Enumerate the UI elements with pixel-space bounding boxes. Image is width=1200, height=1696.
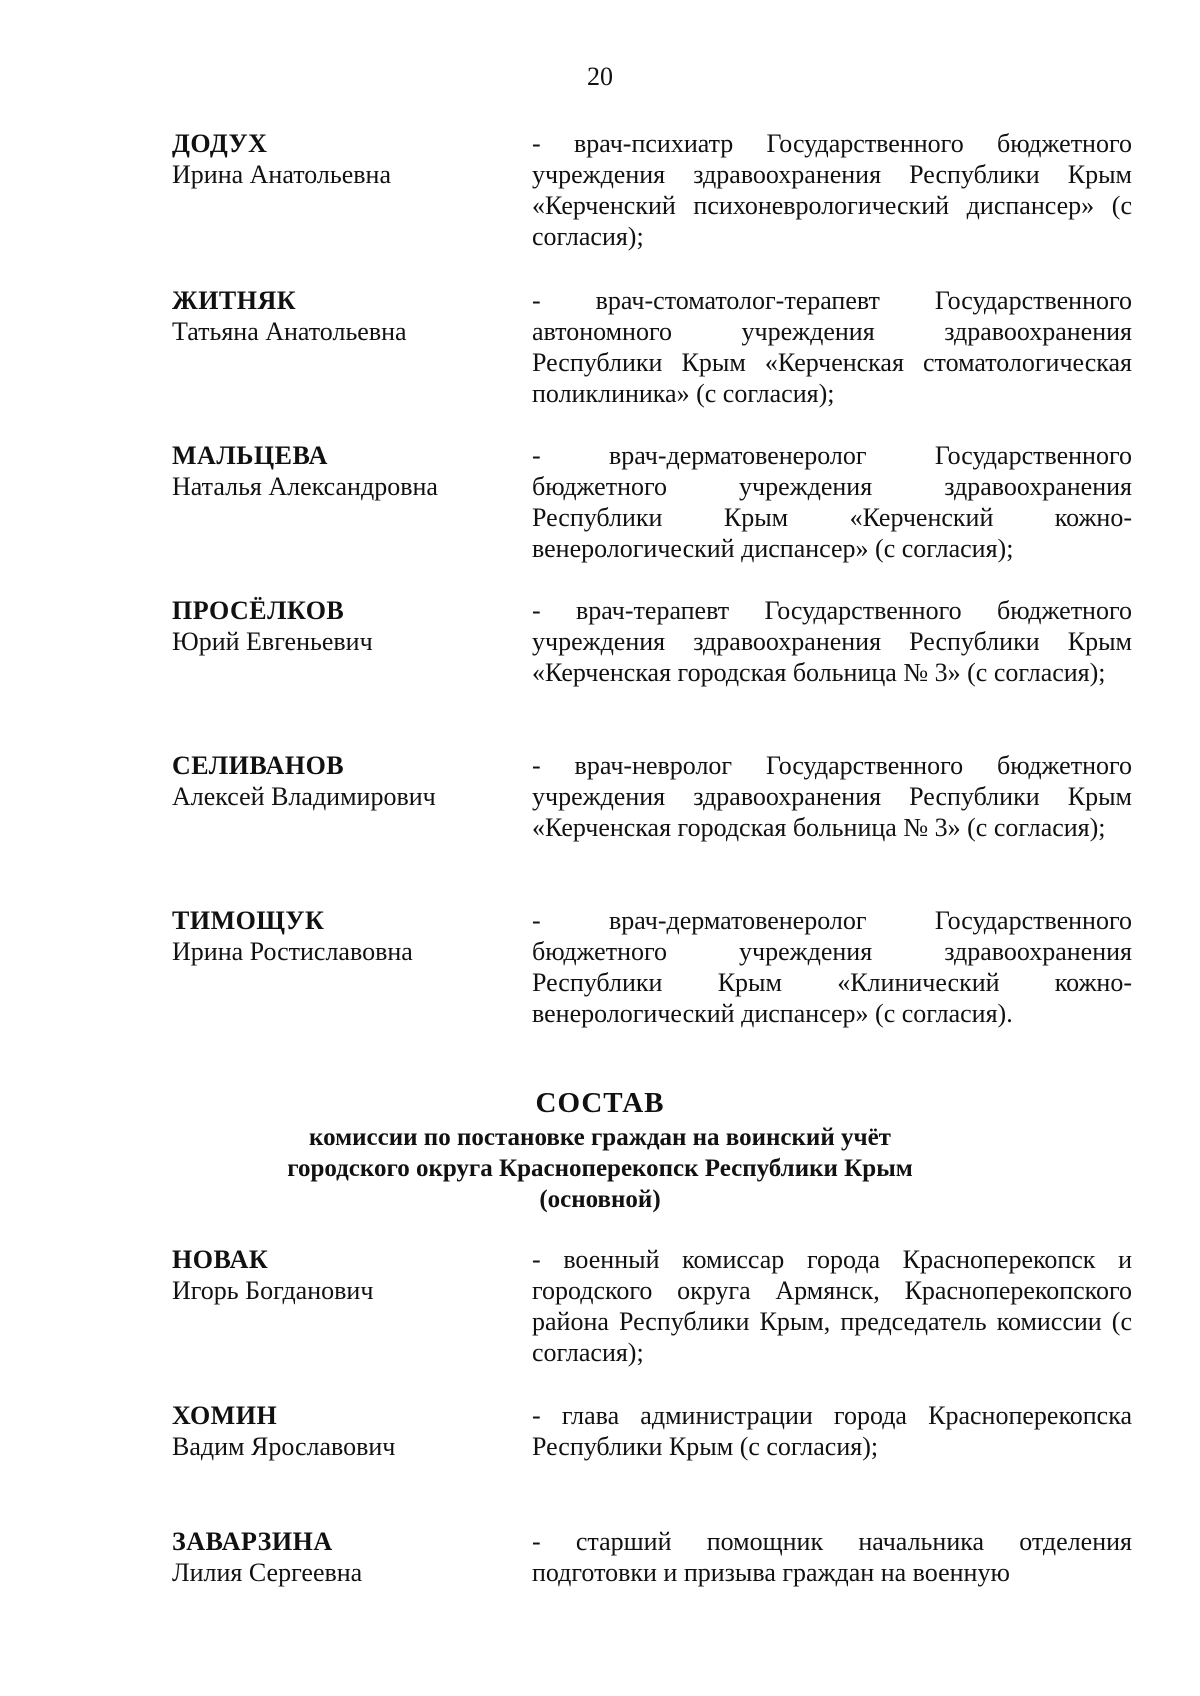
- member-given-name: Игорь Богданович: [172, 1276, 374, 1305]
- section-subtitle-line: городского округа Красноперекопск Республики Крым: [287, 1155, 913, 1182]
- member-role: - военный комиссар города Красноперекопск и городского округа Армянск, Красноперекопского района Республики Крым, председатель комиссии (с согласия);: [532, 1245, 1132, 1367]
- member-given-name: Ирина Ростиславовна: [172, 937, 413, 966]
- member-surname: ТИМОЩУК: [172, 906, 325, 935]
- section-subtitle-line: комиссии по постановке граждан на воинский учёт: [309, 1124, 891, 1151]
- member-given-name: Татьяна Анатольевна: [172, 317, 407, 346]
- member-role: - врач-психиатр Государственного бюджетного учреждения здравоохранения Республики Крым «Керченский психоневрологический диспансер» (с согласия);: [532, 129, 1132, 251]
- member-given-name: Юрий Евгеньевич: [172, 627, 373, 656]
- member-surname: ДОДУХ: [172, 129, 268, 158]
- member-surname: ХОМИН: [172, 1401, 278, 1430]
- member-given-name: Лилия Сергеевна: [172, 1558, 363, 1587]
- member-role: - врач-невролог Государственного бюджетного учреждения здравоохранения Республики Крым «Керченская городская больница № 3» (с согласия);: [532, 751, 1132, 842]
- section-subtitle-line: (основной): [539, 1186, 661, 1213]
- member-role: - врач-дерматовенеролог Государственного бюджетного учреждения здравоохранения Республики Крым «Клинический кожно-венерологический диспансер» (с согласия).: [532, 906, 1132, 1028]
- member-given-name: Наталья Александровна: [172, 472, 438, 501]
- member-role: - врач-дерматовенеролог Государственного бюджетного учреждения здравоохранения Республики Крым «Керченский кожно-венерологический диспансер» (с согласия);: [532, 441, 1132, 563]
- member-given-name: Ирина Анатольевна: [172, 160, 391, 189]
- page-number: 20: [587, 62, 613, 91]
- member-surname: НОВАК: [172, 1245, 269, 1274]
- member-surname: СЕЛИВАНОВ: [172, 751, 345, 780]
- member-role: - врач-стоматолог-терапевт Государственного автономного учреждения здравоохранения Республики Крым «Керченская стоматологическая поликлиника» (с согласия);: [532, 286, 1132, 408]
- member-role: - врач-терапевт Государственного бюджетного учреждения здравоохранения Республики Крым «Керченская городская больница № 3» (с согласия);: [532, 596, 1132, 687]
- member-given-name: Вадим Ярославович: [172, 1432, 396, 1461]
- member-surname: ЖИТНЯК: [172, 286, 297, 315]
- member-given-name: Алексей Владимирович: [172, 782, 436, 811]
- member-surname: ЗАВАРЗИНА: [172, 1527, 333, 1556]
- member-role: - глава администрации города Красноперекопска Республики Крым (с согласия);: [532, 1401, 1132, 1461]
- member-role: - старший помощник начальника отделения подготовки и призыва граждан на военную: [532, 1527, 1132, 1587]
- member-surname: ПРОСЁЛКОВ: [172, 596, 345, 625]
- section-title: СОСТАВ: [535, 1087, 665, 1119]
- member-surname: МАЛЬЦЕВА: [172, 441, 328, 470]
